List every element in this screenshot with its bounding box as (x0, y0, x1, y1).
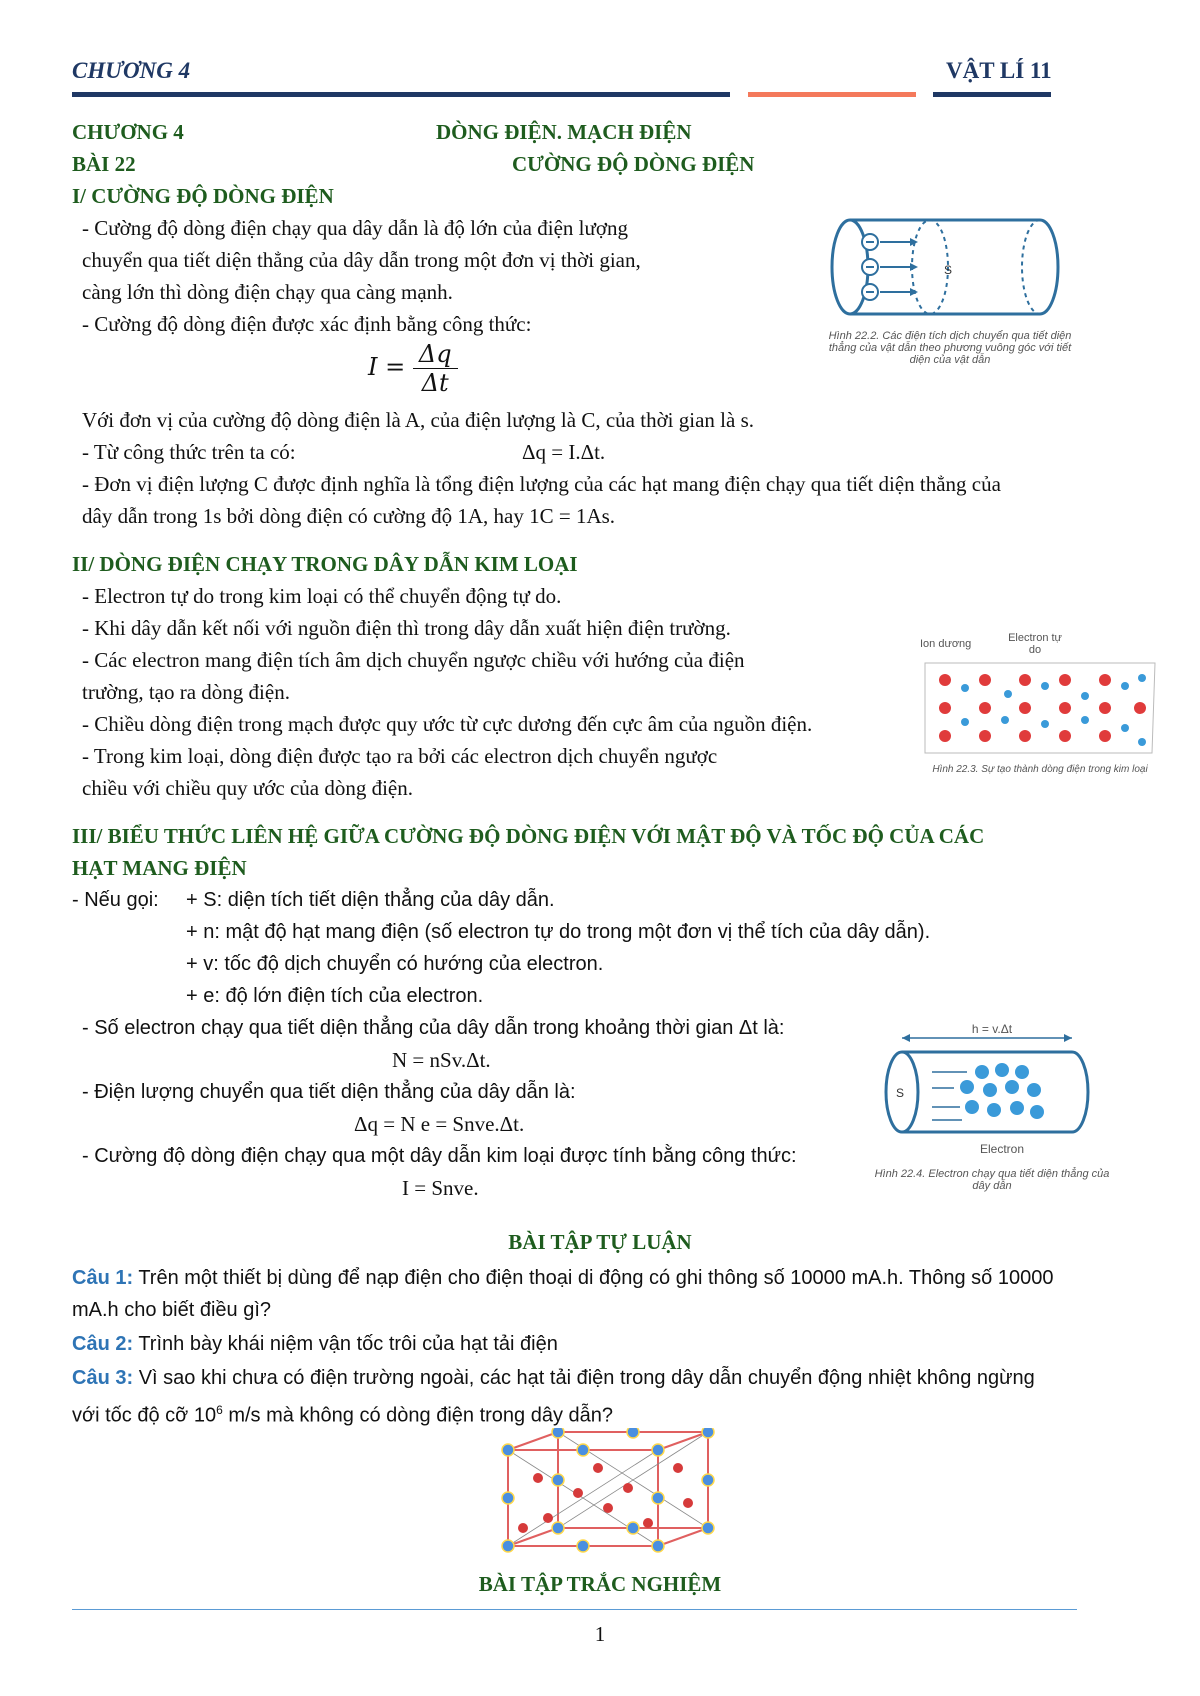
section1-line: - Cường độ dòng điện chạy qua dây dẫn là độ lớn của điện lượng (82, 216, 628, 240)
section2-line: chiều với chiều quy ước của dòng điện. (82, 776, 413, 800)
i-text: - Cường độ dòng điện chạy qua một dây dẫn kim loại được tính bằng công thức: (82, 1145, 797, 1167)
formula-numerator: Δq (413, 340, 458, 369)
q1-text-cont: mA.h cho biết điều gì? (72, 1299, 272, 1321)
lesson-name: CƯỜNG ĐỘ DÒNG ĐIỆN (512, 152, 755, 176)
i-formula: I = Snve. (402, 1176, 479, 1200)
section1-heading: I/ CƯỜNG ĐỘ DÒNG ĐIỆN (72, 184, 334, 208)
header-chapter: CHƯƠNG 4 (72, 58, 191, 83)
figure-s-label: S (944, 263, 953, 277)
figure-22-2 (820, 212, 1080, 366)
q3-text-cont: với tốc độ cỡ 10 (72, 1404, 217, 1427)
current-formula (368, 340, 458, 397)
mc-title: BÀI TẬP TRẮC NGHIỆM (478, 1572, 722, 1596)
section2-line: - Chiều dòng điện trong mạch được quy ước từ cực dương đến cực âm của nguồn điện. (82, 712, 813, 736)
crystal-lattice-figure (488, 1428, 728, 1556)
section2-line: - Trong kim loại, dòng điện được tạo ra bởi các electron dịch chuyển ngược (82, 744, 718, 768)
q3-exponent: 6 (216, 1403, 223, 1417)
if-label: - Nếu gọi: (72, 889, 159, 911)
section3-heading: III/ BIỂU THỨC LIÊN HỆ GIỮA CƯỜNG ĐỘ DÒNG ĐIỆN VỚI MẬT ĐỘ VÀ TỐC ĐỘ CỦA CÁC (72, 824, 985, 848)
q-formula: Δq = N e = Snve.Δt. (354, 1112, 525, 1136)
footer-divider (72, 1609, 1077, 1610)
chapter-label: CHƯƠNG 4 (72, 120, 184, 144)
header-subject: VẬT LÍ 11 (946, 58, 1052, 83)
lesson-label: BÀI 22 (72, 152, 136, 176)
var-item: + v: tốc độ dịch chuyển có hướng của electron. (186, 953, 604, 975)
header-bar-accent (748, 92, 916, 97)
exercises-title: BÀI TẬP TỰ LUẬN (508, 1230, 692, 1254)
var-item: + e: độ lớn điện tích của electron. (186, 985, 484, 1007)
electron-label: Electron tự do (1008, 632, 1062, 656)
cylinder-diagram (820, 212, 1080, 322)
var-item: + n: mật độ hạt mang điện (số electron tự do trong một đơn vị thể tích của dây dẫn). (186, 921, 931, 943)
figure-22-3 (920, 632, 1160, 775)
derive-formula: Δq = I.Δt. (522, 440, 606, 464)
section1-line: càng lớn thì dòng điện chạy qua càng mạnh. (82, 280, 453, 304)
section2-line: - Khi dây dẫn kết nối với nguồn điện thì trong dây dẫn xuất hiện điện trường. (82, 616, 731, 640)
q2-label: Câu 2: (72, 1333, 134, 1355)
derive-label: - Từ công thức trên ta có: (82, 440, 296, 464)
q3-text: Vì sao khi chưa có điện trường ngoài, các hạt tải điện trong dây dẫn chuyển động nhiệt không ngừng (138, 1367, 1035, 1389)
q3-label: Câu 3: (72, 1367, 134, 1389)
figure-22-4-caption: Hình 22.4. Electron chạy qua tiết diện thẳng của dây dẫn (874, 1168, 1110, 1192)
section1-line: - Cường độ dòng điện được xác định bằng công thức: (82, 312, 532, 336)
section2-line: - Các electron mang điện tích âm dịch chuyển ngược chiều với hướng của điện (82, 648, 745, 672)
section2-line: - Electron tự do trong kim loại có thể chuyển động tự do. (82, 584, 562, 608)
definition-line: - Đơn vị điện lượng C được định nghĩa là tổng điện lượng của các hạt mang điện chạy qua tiết diện thẳng của (82, 472, 1001, 496)
units-line: Với đơn vị của cường độ dòng điện là A, của điện lượng là C, của thời gian là s. (82, 408, 754, 432)
metal-lattice-diagram (920, 658, 1160, 758)
figure-22-4 (872, 1018, 1112, 1208)
formula-denominator: Δt (421, 369, 449, 397)
q3-text-end: m/s mà không có dòng điện trong dây dẫn? (222, 1404, 614, 1427)
q2-text: Trình bày khái niệm vận tốc trôi của hạt tải điện (138, 1333, 558, 1355)
electron-label: Electron (979, 1142, 1025, 1156)
section1-line: chuyển qua tiết diện thẳng của dây dẫn trong một đơn vị thời gian, (82, 248, 641, 272)
figure-22-2-caption: Hình 22.2. Các điện tích dịch chuyển qua tiết diện thẳng của vật dẫn theo phương vuông góc với tiết diện của vật dẫn (828, 330, 1072, 366)
ion-label: Ion dương (920, 638, 972, 650)
figure-22-3-caption: Hình 22.3. Sự tạo thành dòng điện trong kim loại (932, 764, 1148, 775)
formula-lhs: I = (368, 353, 406, 381)
q1-text: Trên một thiết bị dùng để nạp điện cho điện thoại di động có ghi thông số 10000 mA.h. Thông số 10000 (138, 1267, 1054, 1289)
var-item: + S: diện tích tiết diện thẳng của dây dẫn. (186, 889, 555, 911)
section2-line: trường, tạo ra dòng điện. (82, 680, 290, 704)
chapter-name: DÒNG ĐIỆN. MẠCH ĐIỆN (436, 120, 692, 144)
electron-cylinder-diagram (872, 1032, 1112, 1142)
header-bar-right (933, 92, 1051, 97)
h-label: h = v.Δt (971, 1022, 1013, 1036)
q-text: - Điện lượng chuyển qua tiết diện thẳng của dây dẫn là: (82, 1081, 576, 1103)
page-number: 1 (594, 1622, 606, 1646)
q1-label: Câu 1: (72, 1267, 134, 1289)
section3-heading-cont: HẠT MANG ĐIỆN (72, 856, 247, 880)
definition-line: dây dẫn trong 1s bởi dòng điện có cường độ 1A, hay 1C = 1As. (82, 504, 616, 528)
section2-heading: II/ DÒNG ĐIỆN CHẠY TRONG DÂY DẪN KIM LOẠI (72, 552, 578, 576)
header-bar-dark (72, 92, 730, 97)
n-formula: N = nSv.Δt. (392, 1048, 491, 1072)
figure-s-label: S (896, 1086, 905, 1100)
n-text: - Số electron chạy qua tiết diện thẳng của dây dẫn trong khoảng thời gian Δt là: (82, 1017, 785, 1039)
